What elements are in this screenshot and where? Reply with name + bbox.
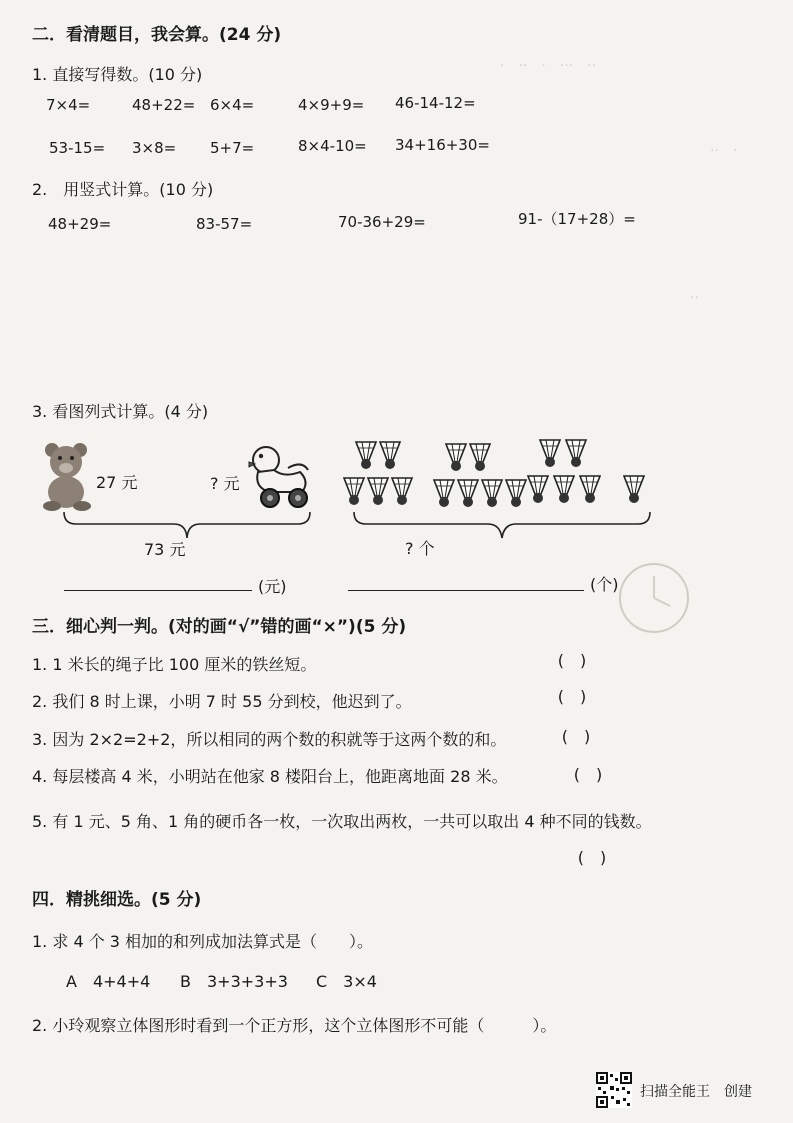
choice-question: 2. 小玲观察立体图形时看到一个正方形，这个立体图形不可能（ ）。 [32, 1016, 557, 1035]
arith-item: 6×4= [210, 96, 255, 114]
section2-heading: 二．看清题目，我会算。(24 分) [32, 25, 282, 45]
q2-title: 2. 用竖式计算。(10 分) [32, 180, 214, 199]
bleed-through-text: ·· [690, 290, 699, 306]
judge-item: 4. 每层楼高 4 米，小明站在他家 8 楼阳台上，他距离地面 28 米。 [32, 767, 508, 786]
qr-code-icon [596, 1072, 632, 1108]
answer-line[interactable] [64, 590, 252, 591]
unit-ge: (个) [590, 575, 619, 594]
judge-answer-box[interactable]: ( ) [573, 765, 603, 784]
duck-price-label: ? 元 [210, 474, 240, 493]
section3-heading: 三．细心判一判。(对的画“√”错的画“×”)(5 分) [32, 617, 407, 637]
choice-option-c[interactable]: C 3×4 [316, 972, 377, 991]
count-brace [352, 510, 652, 540]
vertical-calc-item: 70-36+29= [338, 213, 426, 231]
teddy-bear-icon [40, 440, 96, 512]
judge-answer-box[interactable]: ( ) [557, 687, 587, 706]
choice-question: 1. 求 4 个 3 相加的和列成加法算式是（ ）。 [32, 932, 374, 951]
bear-price-label: 27 元 [96, 473, 138, 492]
bleed-through-clock-icon [606, 556, 702, 640]
arith-item: 5+7= [210, 139, 255, 157]
judge-answer-box[interactable]: ( ) [557, 651, 587, 670]
toy-duck-icon [244, 442, 316, 510]
judge-item: 5. 有 1 元、5 角、1 角的硬币各一枚，一次取出两枚，一共可以取出 4 种不同的钱数。 [32, 812, 652, 831]
judge-item: 3. 因为 2×2=2+2，所以相同的两个数的积就等于这两个数的和。 [32, 730, 507, 749]
vertical-calc-item: 83-57= [196, 215, 253, 233]
vertical-calc-item: 48+29= [48, 215, 112, 233]
arith-item: 7×4= [46, 96, 91, 114]
judge-item: 2. 我们 8 时上课，小明 7 时 55 分到校，他迟到了。 [32, 692, 412, 711]
choice-option-a[interactable]: A 4+4+4 [66, 972, 151, 991]
shuttlecocks-icon [340, 436, 660, 516]
arith-item: 34+16+30= [395, 136, 490, 154]
total-price-label: 73 元 [144, 540, 186, 559]
q1-title: 1. 直接写得数。(10 分) [32, 65, 203, 84]
bleed-through-text: ·· · [710, 143, 738, 159]
count-question-label: ? 个 [405, 539, 435, 558]
answer-line[interactable] [348, 590, 584, 591]
arith-item: 53-15= [49, 139, 106, 157]
judge-item: 1. 1 米长的绳子比 100 厘米的铁丝短。 [32, 655, 317, 674]
judge-answer-box[interactable]: ( ) [577, 848, 607, 867]
arith-item: 48+22= [132, 96, 196, 114]
arith-item: 3×8= [132, 139, 177, 157]
arith-item: 8×4-10= [298, 137, 367, 155]
arith-item: 46-14-12= [395, 94, 476, 112]
section4-heading: 四．精挑细选。(5 分) [32, 890, 202, 910]
judge-answer-box[interactable]: ( ) [561, 727, 591, 746]
total-brace [62, 510, 312, 540]
arith-item: 4×9+9= [298, 96, 365, 114]
q3-title: 3. 看图列式计算。(4 分) [32, 402, 209, 421]
unit-yuan: (元) [258, 577, 287, 596]
bleed-through-text: · ·· · ··· ·· [500, 58, 597, 74]
scanner-brand: 扫描全能王 创建 [640, 1084, 752, 1100]
choice-option-b[interactable]: B 3+3+3+3 [180, 972, 288, 991]
vertical-calc-item: 91-（17+28）= [518, 210, 636, 228]
